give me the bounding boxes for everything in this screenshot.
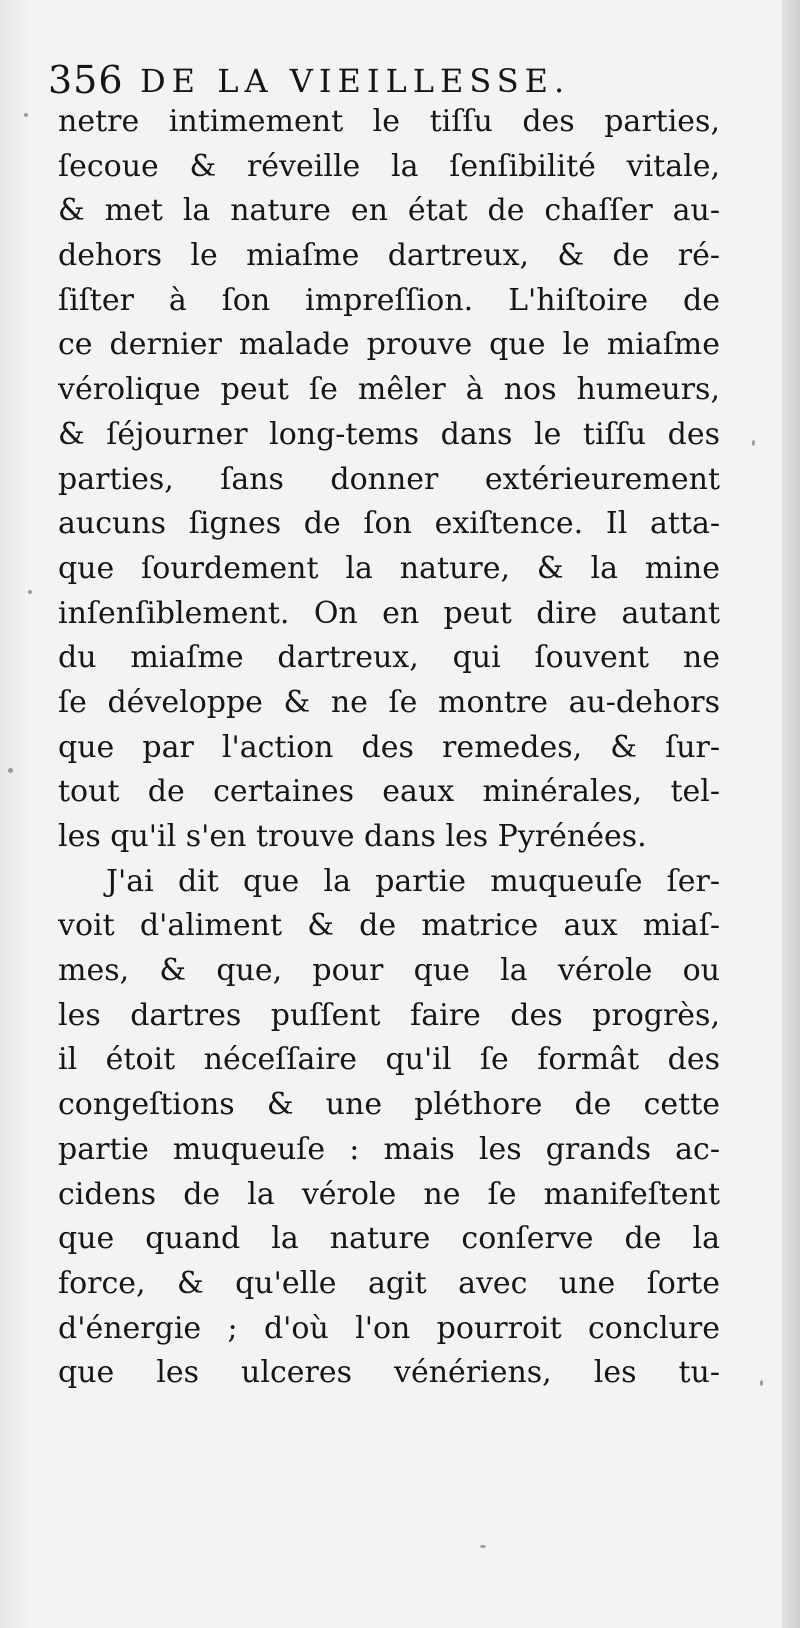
paper-speck <box>24 113 28 117</box>
text-line: tout de certaines eaux minérales, tel- <box>58 774 720 810</box>
text-line: que quand la nature conſerve de la <box>58 1221 720 1257</box>
text-line: que ſourdement la nature, & la mine <box>58 550 720 586</box>
text-line: mes, & que, pour que la vérole ou <box>58 953 720 989</box>
text-line: inſenſiblement. On en peut dire autant <box>58 595 720 631</box>
paper-speck <box>28 590 32 594</box>
text-line: vérolique peut ſe mêler à nos humeurs, <box>58 372 720 408</box>
page-number: 356 <box>48 58 124 102</box>
text-line: du miaſme dartreux, qui ſouvent ne <box>58 640 720 676</box>
text-line: aucuns ſignes de ſon exiſtence. Il atta- <box>58 506 720 542</box>
text-line: & met la nature en état de chaſſer au- <box>58 193 720 229</box>
paragraph-start-line: J'ai dit que la partie muqueuſe ſer- <box>106 863 720 899</box>
text-line: ſiſter à ſon impreſſion. L'hiſtoire de <box>58 282 720 318</box>
page-edge <box>782 0 800 1628</box>
text-line: ce dernier malade prouve que le miaſme <box>58 327 720 363</box>
text-line: cidens de la vérole ne ſe manifeſtent <box>58 1176 720 1212</box>
text-line: force, & qu'elle agit avec une ſorte <box>58 1265 720 1301</box>
paper-speck <box>480 1545 486 1548</box>
paper-speck <box>760 1380 763 1386</box>
paper-speck <box>752 440 755 446</box>
text-line: parties, ſans donner extérieurement <box>58 461 720 497</box>
text-line: que par l'action des remedes, & ſur- <box>58 729 720 765</box>
gutter-shadow <box>0 0 30 1628</box>
body-text <box>58 100 720 1396</box>
text-line: les qu'il s'en trouve dans les Pyrénées. <box>58 819 647 854</box>
text-line: que les ulceres vénériens, les tu- <box>58 1355 720 1391</box>
text-line: d'énergie ; d'où l'on pourroit conclure <box>58 1310 720 1346</box>
text-line: dehors le miaſme dartreux, & de ré- <box>58 238 720 274</box>
text-line: congeſtions & une pléthore de cette <box>58 1087 720 1123</box>
text-line: netre intimement le tiſſu des parties, <box>58 104 720 139</box>
running-head: DE LA VIEILLESSE. <box>140 62 571 100</box>
text-line: ſecoue & réveille la ſenſibilité vitale, <box>58 148 720 184</box>
text-line: ſe développe & ne ſe montre au-dehors <box>58 684 720 720</box>
paper-speck <box>8 768 13 773</box>
text-line: il étoit néceſſaire qu'il ſe formât des <box>58 1042 720 1078</box>
text-line: & ſéjourner long-tems dans le tiſſu des <box>58 416 720 452</box>
text-line: voit d'aliment & de matrice aux miaſ- <box>58 908 720 944</box>
text-line: les dartres puſſent faire des progrès, <box>58 997 720 1033</box>
text-line: partie muqueuſe : mais les grands ac- <box>58 1131 720 1167</box>
